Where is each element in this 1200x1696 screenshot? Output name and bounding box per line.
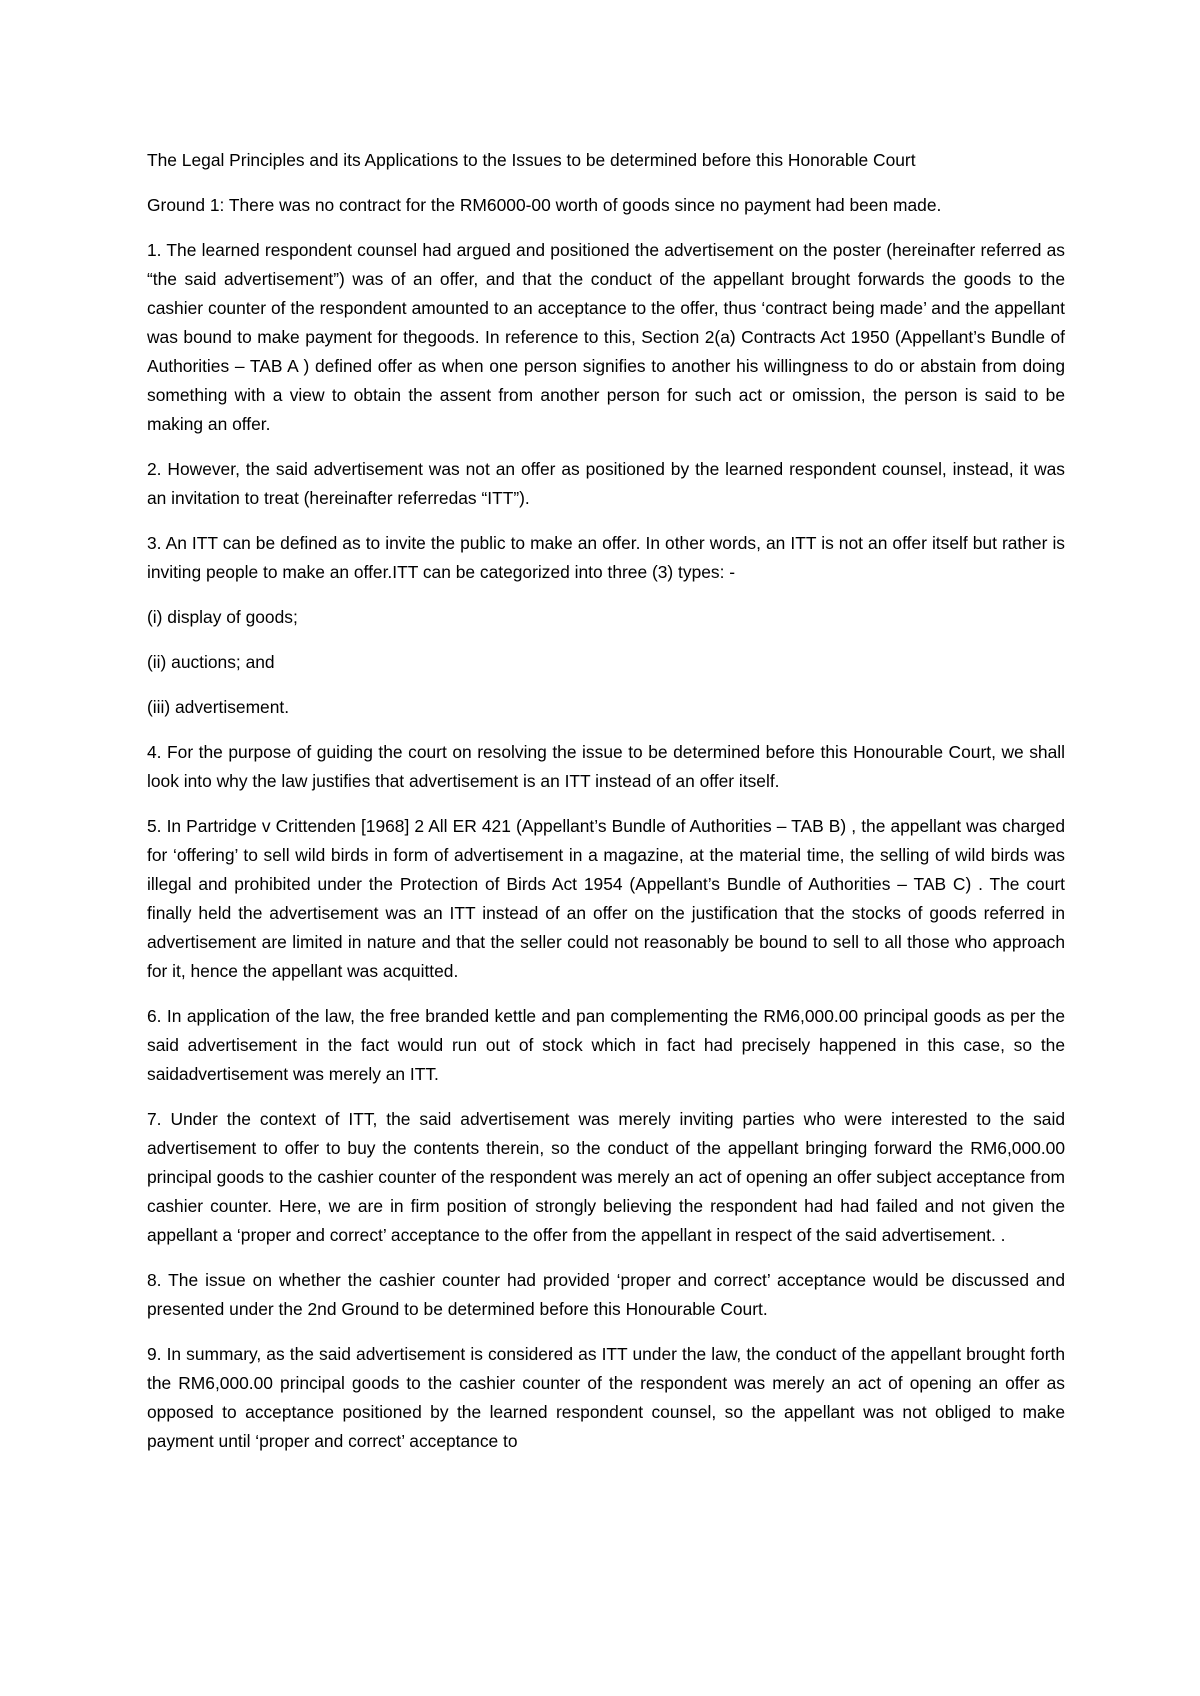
type-item-display-of-goods: (i) display of goods; (147, 607, 298, 627)
paragraph-3: 3. An ITT can be defined as to invite the public to make an offer. In other words, an ITT is not an offer itself but rather is inviting people to make an offer.ITT can be categorized into three (3) types: - (147, 533, 1065, 582)
type-item-auctions: (ii) auctions; and (147, 652, 275, 672)
paragraph-6: 6. In application of the law, the free branded kettle and pan complementing the RM6,000.00 principal goods as per the said advertisement in the fact would run out of stock which in fact had precisely happened in this case, so the saidadvertisement was merely an ITT. (147, 1006, 1065, 1084)
document-title: The Legal Principles and its Applications to the Issues to be determined before this Honorable Court (147, 150, 916, 170)
type-item-advertisement: (iii) advertisement. (147, 697, 290, 717)
paragraph-4: 4. For the purpose of guiding the court on resolving the issue to be determined before this Honourable Court, we shall look into why the law justifies that advertisement is an ITT instead of an offer itself. (147, 742, 1065, 791)
paragraph-9: 9. In summary, as the said advertisement is considered as ITT under the law, the conduct of the appellant brought forth the RM6,000.00 principal goods to the cashier counter of the respondent was merely an act of opening an offer as opposed to acceptance positioned by the learned respondent counsel, so the appellant was not obliged to make payment until ‘proper and correct’ acceptance to (147, 1344, 1065, 1451)
paragraph-1: 1. The learned respondent counsel had argued and positioned the advertisement on the poster (hereinafter referred as “the said advertisement”) was of an offer, and that the conduct of the appellant brought forwards the goods to the cashier counter of the respondent amounted to an acceptance to the offer, thus ‘contract being made’ and the appellant was bound to make payment for thegoods. In reference to this, Section 2(a) Contracts Act 1950 (Appellant’s Bundle of Authorities – TAB A ) defined offer as when one person signifies to another his willingness to do or abstain from doing something with a view to obtain the assent from another person for such act or omission, the person is said to be making an offer. (147, 240, 1065, 434)
paragraph-7: 7. Under the context of ITT, the said advertisement was merely inviting parties who were interested to the said advertisement to offer to buy the contents therein, so the conduct of the appellant bringing forward the RM6,000.00 principal goods to the cashier counter of the respondent was merely an act of opening an offer subject acceptance from cashier counter. Here, we are in firm position of strongly believing the respondent had had failed and not given the appellant a ‘proper and correct’ acceptance to the offer from the appellant in respect of the said advertisement. . (147, 1109, 1065, 1245)
paragraph-5: 5. In Partridge v Crittenden [1968] 2 All ER 421 (Appellant’s Bundle of Authorities – TAB B) , the appellant was charged for ‘offering’ to sell wild birds in form of advertisement in a magazine, at the material time, the selling of wild birds was illegal and prohibited under the Protection of Birds Act 1954 (Appellant’s Bundle of Authorities – TAB C) . The court finally held the advertisement was an ITT instead of an offer on the justification that the stocks of goods referred in advertisement are limited in nature and that the seller could not reasonably be bound to sell to all those who approach for it, hence the appellant was acquitted. (147, 816, 1065, 981)
ground-heading: Ground 1: There was no contract for the RM6000-00 worth of goods since no payment had been made. (147, 195, 942, 215)
paragraph-2: 2. However, the said advertisement was not an offer as positioned by the learned respondent counsel, instead, it was an invitation to treat (hereinafter referredas “ITT”). (147, 459, 1065, 508)
paragraph-8: 8. The issue on whether the cashier counter had provided ‘proper and correct’ acceptance would be discussed and presented under the 2nd Ground to be determined before this Honourable Court. (147, 1270, 1065, 1319)
